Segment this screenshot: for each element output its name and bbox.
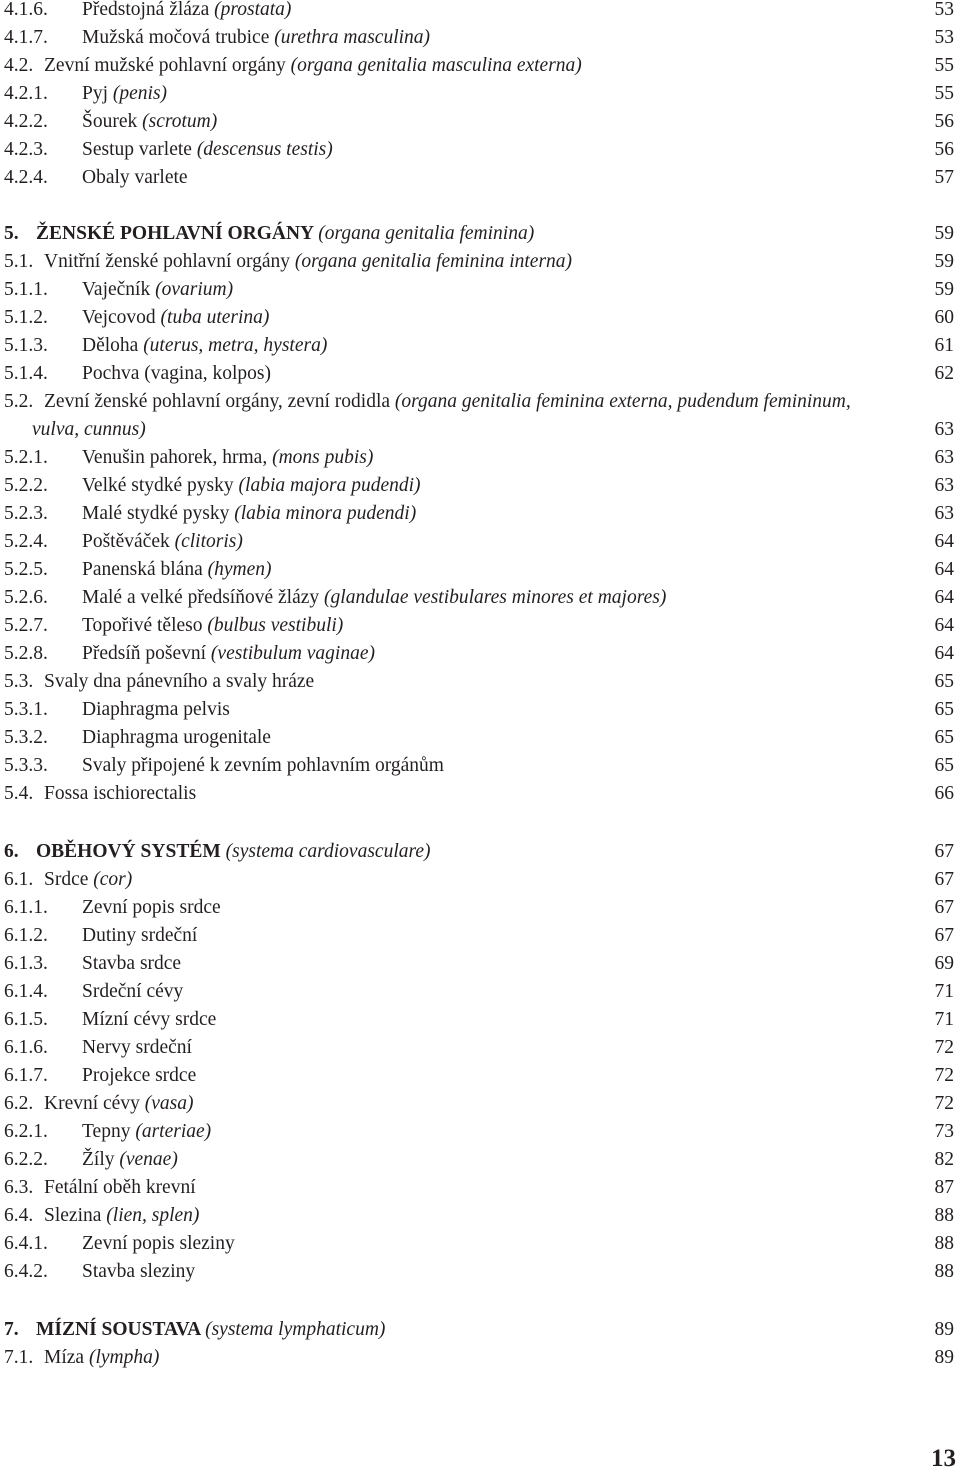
toc-entry-title: Svaly dna pánevního a svaly hráze: [44, 671, 315, 692]
toc-entry: [4, 248, 954, 276]
toc-entry-number: 5.2.8.: [4, 643, 48, 664]
toc-entry-number: 5.1.1.: [4, 279, 48, 300]
toc-entry-number: 5.2.6.: [4, 587, 48, 608]
toc-entry-page: 63: [934, 475, 954, 496]
toc-entry-number: 7.: [4, 1319, 19, 1340]
toc-entry: [4, 640, 954, 668]
toc-entry-page: 88: [934, 1261, 954, 1282]
toc-entry: [4, 304, 954, 332]
toc-entry-page: 53: [934, 27, 954, 48]
toc-entry-page: 65: [934, 755, 954, 776]
toc-entry-number: 6.1.1.: [4, 897, 48, 918]
toc-entry-page: 67: [934, 925, 954, 946]
toc-entry-page: 63: [934, 503, 954, 524]
toc-entry-page: 64: [934, 559, 954, 580]
toc-entry: [4, 360, 954, 388]
toc-entry-latin-name: (arteriae): [135, 1121, 212, 1142]
toc-entry-page: 61: [934, 335, 954, 356]
toc-entry-page: 88: [934, 1205, 954, 1226]
toc-entry: [4, 1258, 954, 1286]
toc-entry: [4, 1034, 954, 1062]
toc-entry-number: 5.2.5.: [4, 559, 48, 580]
toc-entry-page: 67: [934, 841, 954, 862]
toc-entry-title: Srdce (cor): [44, 869, 133, 890]
toc-entry-number: 6.1.2.: [4, 925, 48, 946]
toc-entry-page: 63: [934, 419, 954, 440]
toc-entry-title: OBĚHOVÝ SYSTÉM (systema cardiovasculare): [36, 841, 431, 862]
toc-entry: [4, 1174, 954, 1202]
toc-entry-number: 6.4.1.: [4, 1233, 48, 1254]
toc-entry: [4, 164, 954, 192]
toc-entry: [4, 388, 954, 416]
toc-entry: [4, 780, 954, 808]
toc-entry: [4, 584, 954, 612]
toc-entry-title: Vaječník (ovarium): [82, 279, 234, 300]
toc-entry-latin-name: (tuba uterina): [160, 307, 270, 328]
toc-entry: [4, 416, 954, 444]
toc-entry-page: 73: [934, 1121, 954, 1142]
toc-entry-page: 66: [934, 783, 954, 804]
toc-entry: [4, 80, 954, 108]
toc-entry-title: Fetální oběh krevní: [44, 1177, 196, 1198]
toc-entry-latin-name: (systema cardiovasculare): [225, 841, 431, 862]
toc-entry: [4, 922, 954, 950]
toc-entry-page: 59: [934, 223, 954, 244]
toc-entry: [4, 1344, 954, 1372]
toc-entry-page: 53: [934, 0, 954, 20]
toc-entry: [4, 1006, 954, 1034]
toc-entry: [4, 950, 954, 978]
toc-entry-title: Slezina (lien, splen): [44, 1205, 200, 1226]
toc-entry-title: Krevní cévy (vasa): [44, 1093, 194, 1114]
toc-entry-title: Svaly připojené k zevním pohlavním orgánům: [82, 755, 444, 776]
toc-entry: [4, 696, 954, 724]
toc-entry: [4, 276, 954, 304]
toc-entry-number: 5.: [4, 223, 19, 244]
toc-chapter: [4, 220, 954, 248]
toc-entry-number: 5.2.2.: [4, 475, 48, 496]
toc-entry-title: Sestup varlete (descensus testis): [82, 139, 333, 160]
toc-entry-title: Mužská močová trubice (urethra masculina): [82, 27, 431, 48]
toc-entry: [4, 894, 954, 922]
toc-entry-title: Obaly varlete: [82, 167, 188, 188]
toc-entry-page: 64: [934, 531, 954, 552]
toc-entry-latin-name: (uterus, metra, hystera): [143, 335, 328, 356]
toc-entry-title: Předsíň poševní (vestibulum vaginae): [82, 643, 375, 664]
toc-entry-number: 6.2.: [4, 1093, 34, 1114]
toc-entry-page: 72: [934, 1065, 954, 1086]
toc-entry-latin-name: (lien, splen): [106, 1205, 200, 1226]
toc-entry-number: 5.3.1.: [4, 699, 48, 720]
toc-entry: [4, 1202, 954, 1230]
toc-entry-latin-name: (vasa): [144, 1093, 194, 1114]
toc-entry-page: 62: [934, 363, 954, 384]
toc-entry-title: Venušin pahorek, hrma, (mons pubis): [82, 447, 374, 468]
toc-entry-page: 64: [934, 615, 954, 636]
toc-entry-number: 6.: [4, 841, 19, 862]
toc-entry: [4, 866, 954, 894]
toc-entry-title: ŽENSKÉ POHLAVNÍ ORGÁNY (organa genitalia feminina): [36, 223, 535, 244]
toc-entry: [4, 1062, 954, 1090]
toc-entry-title: Mízní cévy srdce: [82, 1009, 217, 1030]
toc-entry-latin-name: (descensus testis): [196, 139, 333, 160]
toc-entry-title: Topořivé těleso (bulbus vestibuli): [82, 615, 344, 636]
toc-entry: [4, 752, 954, 780]
toc-entry-number: 5.2.3.: [4, 503, 48, 524]
toc-entry-title: Projekce srdce: [82, 1065, 197, 1086]
toc-entry-latin-name: (ovarium): [155, 279, 234, 300]
toc-entry: [4, 1230, 954, 1258]
toc-entry-number: 5.1.3.: [4, 335, 48, 356]
toc-entry-latin-name: (hymen): [207, 559, 272, 580]
toc-entry-number: 5.4.: [4, 783, 34, 804]
toc-entry-number: 6.1.: [4, 869, 34, 890]
toc-entry-title: Dutiny srdeční: [82, 925, 198, 946]
toc-entry-title: Diaphragma urogenitale: [82, 727, 271, 748]
toc-entry-continuation: vulva, cunnus): [32, 419, 146, 440]
toc-entry-number: 5.3.: [4, 671, 34, 692]
toc-entry-latin-name: (penis): [112, 83, 168, 104]
toc-entry-latin-name: (venae): [119, 1149, 178, 1170]
toc-entry-title: Zevní ženské pohlavní orgány, zevní rodidla (organa genitalia feminina externa, pudendum femininum,: [44, 391, 851, 412]
toc-entry-title: Vnitřní ženské pohlavní orgány (organa genitalia feminina interna): [44, 251, 573, 272]
toc-entry-page: 67: [934, 869, 954, 890]
toc-entry-title: Vejcovod (tuba uterina): [82, 307, 270, 328]
toc-entry-page: 67: [934, 897, 954, 918]
toc-entry-latin-name: (clitoris): [174, 531, 243, 552]
toc-entry: [4, 612, 954, 640]
toc-entry-latin-name: (glandulae vestibulares minores et majores): [324, 587, 667, 608]
toc-chapter: [4, 1316, 954, 1344]
toc-entry: [4, 136, 954, 164]
toc-entry-number: 4.2.: [4, 55, 34, 76]
toc-entry-page: 59: [934, 251, 954, 272]
toc-entry-number: 6.1.5.: [4, 1009, 48, 1030]
toc-entry: [4, 0, 954, 24]
toc-entry-page: 87: [934, 1177, 954, 1198]
toc-entry-latin-name: (lympha): [88, 1347, 160, 1368]
toc-entry: [4, 1090, 954, 1118]
toc-entry-page: 63: [934, 447, 954, 468]
toc-chapter: [4, 838, 954, 866]
toc-entry: [4, 444, 954, 472]
toc-entry-number: 5.3.3.: [4, 755, 48, 776]
toc-entry-title: Stavba srdce: [82, 953, 182, 974]
toc-entry: [4, 332, 954, 360]
toc-entry-page: 57: [934, 167, 954, 188]
toc-entry-number: 4.2.2.: [4, 111, 48, 132]
toc-entry-page: 65: [934, 699, 954, 720]
toc-entry: [4, 528, 954, 556]
toc-entry-latin-name: (mons pubis): [272, 447, 374, 468]
toc-entry-title: Šourek (scrotum): [82, 111, 218, 132]
toc-entry-number: 4.1.7.: [4, 27, 48, 48]
toc-entry-page: 56: [934, 111, 954, 132]
toc-entry-title: Tepny (arteriae): [82, 1121, 212, 1142]
toc-entry-title: Zevní popis sleziny: [82, 1233, 235, 1254]
toc-entry: [4, 556, 954, 584]
toc-entry-title: Stavba sleziny: [82, 1261, 196, 1282]
toc-entry-number: 7.1.: [4, 1347, 34, 1368]
toc-entry-number: 6.2.2.: [4, 1149, 48, 1170]
toc-entry-latin-name: (cor): [93, 869, 133, 890]
toc-entry-number: 6.1.4.: [4, 981, 48, 1002]
toc-entry-title: Pyj (penis): [82, 83, 168, 104]
toc-entry-number: 4.2.1.: [4, 83, 48, 104]
toc-entry-page: 65: [934, 671, 954, 692]
toc-entry-number: 5.2.7.: [4, 615, 48, 636]
toc-entry-latin-name: (organa genitalia masculina externa): [290, 55, 582, 76]
toc-entry-number: 6.4.: [4, 1205, 34, 1226]
toc-entry: [4, 24, 954, 52]
toc-entry: [4, 500, 954, 528]
toc-entry-title: Pochva (vagina, kolpos): [82, 363, 272, 384]
toc-entry-page: 89: [934, 1347, 954, 1368]
toc-entry-number: 5.3.2.: [4, 727, 48, 748]
toc-entry-title: Žíly (venae): [82, 1149, 178, 1170]
toc-entry-title: Zevní mužské pohlavní orgány (organa genitalia masculina externa): [44, 55, 582, 76]
toc-entry-page: 88: [934, 1233, 954, 1254]
toc-entry-title: Srdeční cévy: [82, 981, 184, 1002]
toc-entry-number: 6.4.2.: [4, 1261, 48, 1282]
toc-entry-number: 4.2.3.: [4, 139, 48, 160]
toc-entry-number: 5.2.4.: [4, 531, 48, 552]
toc-entry-page: 56: [934, 139, 954, 160]
toc-entry-latin-name: (labia minora pudendi): [234, 503, 417, 524]
toc-entry: [4, 1118, 954, 1146]
toc-entry-title: Malé a velké předsíňové žlázy (glandulae vestibulares minores et majores): [82, 587, 667, 608]
toc-entry-latin-name: (prostata): [214, 0, 292, 20]
toc-entry-number: 5.2.: [4, 391, 34, 412]
toc-entry-title: Fossa ischiorectalis: [44, 783, 197, 804]
toc-entry-number: 6.1.7.: [4, 1065, 48, 1086]
toc-entry: [4, 978, 954, 1006]
page-number: 13: [931, 1445, 956, 1472]
toc-entry-latin-name: (urethra masculina): [274, 27, 431, 48]
toc-entry-title: Nervy srdeční: [82, 1037, 192, 1058]
toc-entry-number: 6.1.3.: [4, 953, 48, 974]
toc-entry-latin-name: (systema lymphaticum): [205, 1319, 386, 1340]
toc-entry-number: 6.3.: [4, 1177, 34, 1198]
toc-entry-title: Velké stydké pysky (labia majora pudendi): [82, 475, 421, 496]
toc-entry-number: 4.2.4.: [4, 167, 48, 188]
toc-entry-page: 60: [934, 307, 954, 328]
toc-entry-page: 64: [934, 643, 954, 664]
toc-entry-page: 59: [934, 279, 954, 300]
toc-entry: [4, 668, 954, 696]
toc-entry-latin-name: (vestibulum vaginae): [210, 643, 375, 664]
toc-entry-number: 4.1.6.: [4, 0, 48, 20]
toc-entry-title: MÍZNÍ SOUSTAVA (systema lymphaticum): [36, 1319, 386, 1340]
toc-entry-page: 82: [934, 1149, 954, 1170]
toc-entry: [4, 724, 954, 752]
toc-entry-number: 6.1.6.: [4, 1037, 48, 1058]
toc-entry-title: Míza (lympha): [44, 1347, 160, 1368]
toc-entry-page: 72: [934, 1093, 954, 1114]
toc-entry-latin-name: (organa genitalia feminina interna): [294, 251, 573, 272]
toc-entry-page: 55: [934, 55, 954, 76]
toc-entry-page: 71: [934, 1009, 954, 1030]
toc-entry-number: 5.1.: [4, 251, 34, 272]
toc-entry-page: 64: [934, 587, 954, 608]
toc-entry: [4, 472, 954, 500]
toc-entry: [4, 1146, 954, 1174]
toc-entry-latin-name: (labia majora pudendi): [238, 475, 421, 496]
toc-entry: [4, 52, 954, 80]
toc-entry-number: 5.1.2.: [4, 307, 48, 328]
toc-entry-title: Poštěváček (clitoris): [82, 531, 243, 552]
toc-entry-title: Diaphragma pelvis: [82, 699, 230, 720]
toc-entry-number: 5.1.4.: [4, 363, 48, 384]
toc-entry-title: Předstojná žláza (prostata): [82, 0, 292, 20]
toc-entry-title: Malé stydké pysky (labia minora pudendi): [82, 503, 417, 524]
toc-entry-title: Zevní popis srdce: [82, 897, 221, 918]
toc-entry-title: Děloha (uterus, metra, hystera): [82, 335, 328, 356]
toc-entry-latin-name: (bulbus vestibuli): [207, 615, 344, 636]
toc-entry-title: Panenská blána (hymen): [82, 559, 272, 580]
toc-entry: [4, 108, 954, 136]
toc-entry-page: 71: [934, 981, 954, 1002]
toc-entry-page: 65: [934, 727, 954, 748]
toc-entry-number: 5.2.1.: [4, 447, 48, 468]
toc-entry-page: 69: [934, 953, 954, 974]
toc-entry-page: 89: [934, 1319, 954, 1340]
toc-entry-page: 55: [934, 83, 954, 104]
toc-entry-latin-name: (organa genitalia feminina): [318, 223, 535, 244]
toc-entry-latin-name: (scrotum): [142, 111, 218, 132]
toc-entry-number: 6.2.1.: [4, 1121, 48, 1142]
toc-entry-page: 72: [934, 1037, 954, 1058]
toc-entry-latin-name: (organa genitalia feminina externa, pudendum femininum,: [394, 391, 851, 412]
